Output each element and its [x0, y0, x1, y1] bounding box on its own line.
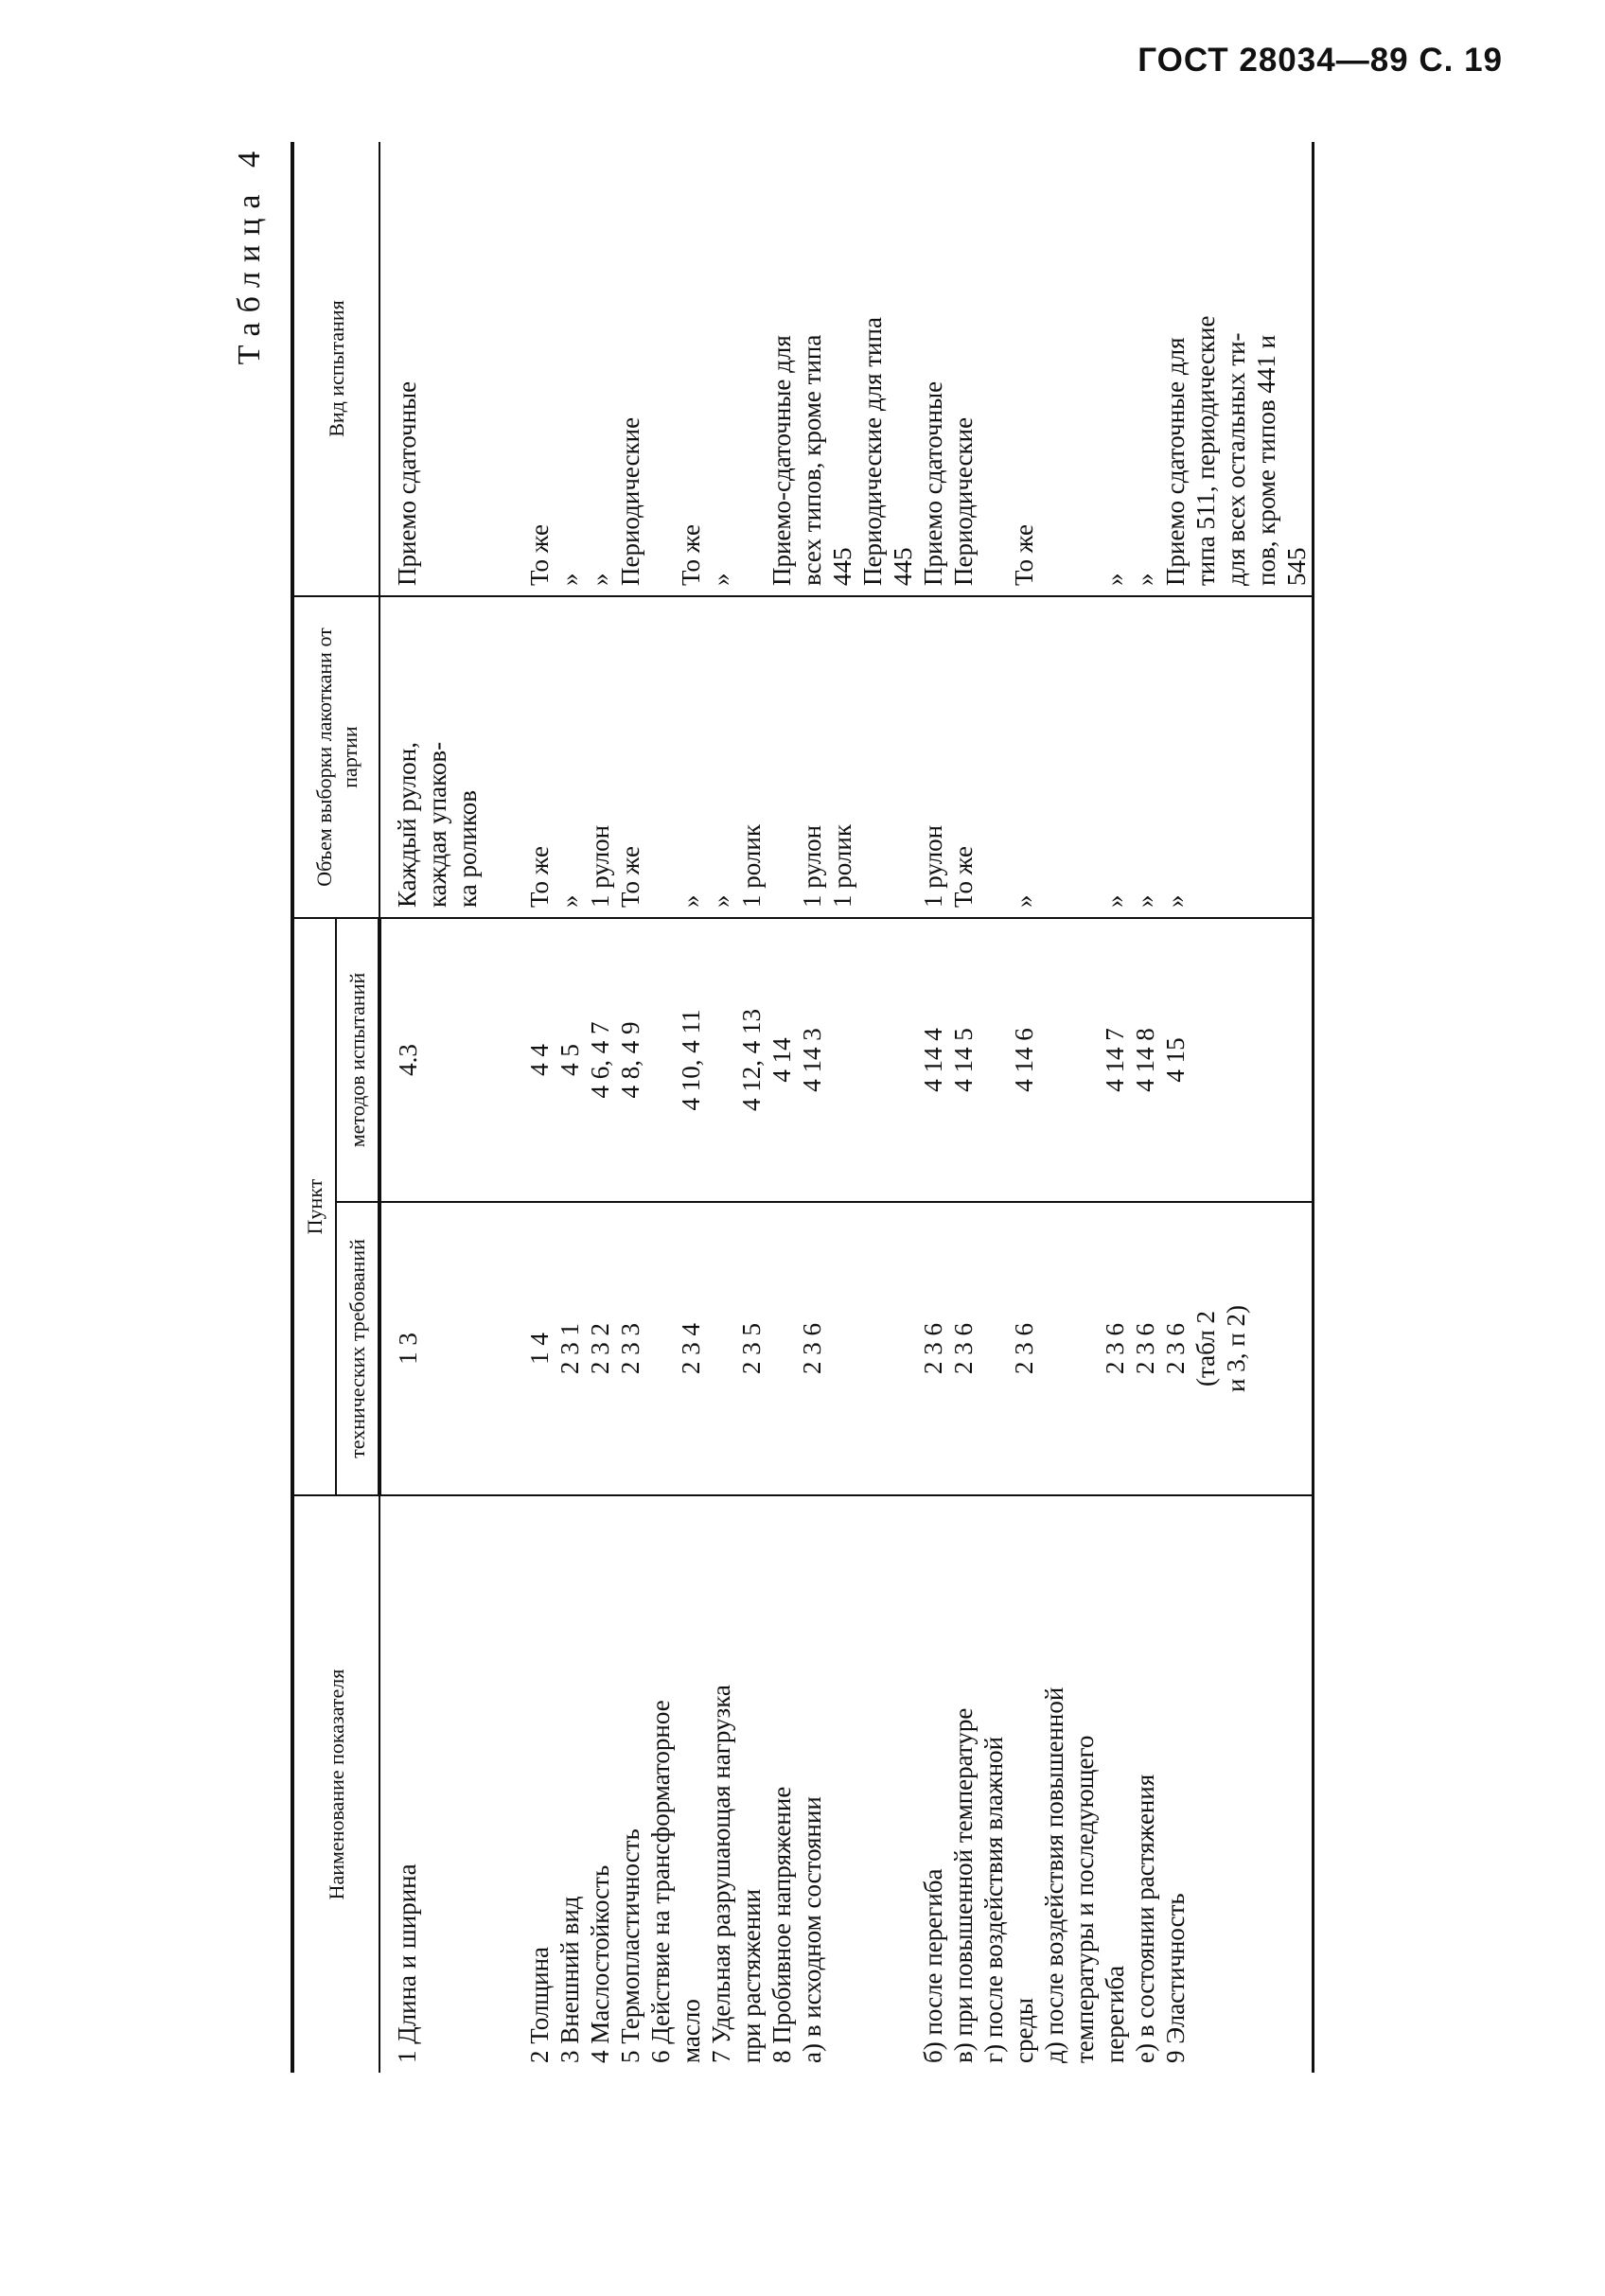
cell-line [979, 151, 1009, 586]
cell-volume [513, 596, 1314, 918]
cell-line: » [1010, 894, 1038, 908]
col-header-test-type: Вид испытания [292, 142, 379, 596]
cell-line: 2 3 2 [586, 1323, 614, 1374]
cell-line: Приемо сдаточные для [1161, 337, 1190, 586]
cell-line: Каждый рулон, [393, 742, 421, 908]
cell-line [888, 1506, 918, 2063]
cell-line [1039, 607, 1069, 908]
cell-test-type [513, 142, 1314, 596]
table-4 [291, 142, 1314, 2073]
cell-line: Периодические [949, 416, 978, 586]
cell-line: 2 3 1 [556, 1323, 584, 1374]
cell-line: 1 рулон [919, 824, 947, 908]
cell-line [888, 607, 918, 908]
cell-line: » [1131, 573, 1159, 586]
cell-test-type [379, 142, 513, 596]
cell-line: 4 14 7 [1101, 1028, 1129, 1092]
cell-line [1069, 151, 1100, 586]
cell-line [827, 1506, 857, 2063]
cell-line: 1 ролик [828, 824, 856, 908]
cell-line: ка роликов [453, 789, 482, 908]
cell-line: 4 8, 4 9 [616, 1021, 644, 1099]
cell-line: Приемо сдаточные [393, 380, 421, 586]
cell-line: 4.3 [394, 1044, 422, 1076]
table-row [379, 142, 513, 2073]
cell-line: всех типов, кроме типа [798, 334, 826, 586]
cell-line [645, 928, 676, 1192]
cell-line: 4 Маслостойкость [586, 1864, 614, 2063]
cell-line [857, 1506, 888, 2063]
cell-line: типа 511, периодические [1191, 315, 1220, 586]
cell-line [483, 1506, 513, 2063]
cell-line [422, 1506, 452, 2063]
cell-line: То же [525, 524, 554, 586]
cell-line: 5 Термопластичность [616, 1828, 644, 2063]
cell-line: 4 14 4 [919, 1028, 947, 1092]
cell-line: масло [677, 1999, 705, 2063]
cell-line: 4 5 [556, 1044, 584, 1076]
cell-line: 4 14 6 [1010, 1028, 1038, 1092]
cell-line: 4 12, 4 13 [737, 1009, 766, 1111]
cell-line: » [1101, 894, 1129, 908]
cell-line: » [707, 894, 735, 908]
cell-line: 2 3 6 [949, 1323, 978, 1374]
cell-line: Периодические для типа [858, 317, 887, 586]
cell-line [979, 1212, 1009, 1485]
cell-line: 4 6, 4 7 [586, 1021, 614, 1099]
cell-line [645, 1212, 676, 1485]
cell-line: пов, кроме типов 441 и [1252, 334, 1280, 586]
cell-line: а) в исходном состоянии [798, 1796, 826, 2063]
cell-methods [513, 918, 1314, 1202]
cell-line: 3 Внешний вид [556, 1896, 584, 2063]
cell-line: при растяжении [737, 1888, 766, 2063]
cell-volume [379, 596, 513, 918]
cell-line [888, 1212, 918, 1485]
cell-line [888, 928, 918, 1192]
table-body [379, 142, 1314, 2073]
cell-line: и 3, п 2) [1222, 1305, 1250, 1392]
cell-line: То же [1010, 524, 1038, 586]
cell-line [736, 151, 767, 586]
cell-line: 1 ролик [737, 824, 766, 908]
cell-line: 1 рулон [798, 824, 826, 908]
col-header-methods: методов испытаний [336, 918, 379, 1202]
table-row [513, 142, 1314, 2073]
cell-line: б) после перегиба [919, 1868, 947, 2063]
cell-line [857, 928, 888, 1192]
col-header-volume: Объем выборки лакоткани от партии [292, 596, 379, 918]
col-header-name: Наименование показателя [292, 1495, 379, 2073]
table-caption: Таблица 4 [232, 142, 267, 365]
cell-line [1069, 928, 1100, 1192]
cell-line: То же [677, 524, 705, 586]
cell-line [979, 928, 1009, 1192]
header-row-1 [292, 142, 336, 2073]
cell-line: 1 рулон [586, 824, 614, 908]
cell-line [979, 607, 1009, 908]
cell-line [857, 1212, 888, 1485]
cell-tech [379, 1202, 513, 1495]
cell-tech [513, 1202, 1314, 1495]
cell-line: То же [525, 846, 554, 908]
cell-line [452, 1506, 483, 2063]
cell-line: перегиба [1101, 1965, 1129, 2063]
col-header-punkt: Пункт [292, 918, 336, 1495]
cell-line: 2 Толщина [525, 1946, 554, 2063]
cell-line: 2 3 6 [919, 1323, 947, 1374]
cell-line [857, 607, 888, 908]
cell-line: для всех остальных ти- [1222, 332, 1250, 586]
cell-line [827, 1212, 857, 1485]
cell-line [645, 151, 676, 586]
cell-line: Приемо сдаточные [919, 380, 947, 586]
cell-line: 2 3 4 [677, 1323, 705, 1374]
cell-line: 445 [828, 547, 856, 586]
cell-line: » [1131, 894, 1159, 908]
cell-line [645, 607, 676, 908]
cell-line: (табл 2 [1191, 1311, 1220, 1386]
cell-line [767, 607, 797, 908]
cell-line [1039, 928, 1069, 1192]
cell-line: 6 Действие на трансформаторное [646, 1700, 675, 2063]
cell-methods [379, 918, 513, 1202]
cell-line [706, 1212, 736, 1485]
cell-line: 7 Удельная разрушающая нагрузка [707, 1685, 735, 2063]
cell-line: 4 14 3 [798, 1028, 826, 1092]
cell-line: 8 Пробивное напряжение [767, 1786, 796, 2063]
cell-line: 2 3 3 [616, 1323, 644, 1374]
cell-line [1069, 607, 1100, 908]
cell-line: среды [1010, 1998, 1038, 2063]
cell-line: 2 3 5 [737, 1323, 766, 1374]
cell-line: каждая упаков- [423, 741, 451, 908]
cell-line: » [1161, 894, 1190, 908]
rotated-table-block [232, 142, 1490, 2073]
cell-line: 2 3 6 [1161, 1323, 1190, 1374]
col-header-tech: технических требований [336, 1202, 379, 1495]
cell-line: 4 15 [1161, 1037, 1190, 1083]
cell-line: 4 14 [767, 1037, 796, 1083]
cell-name [379, 1495, 513, 2073]
cell-line: 1 Длина и ширина [393, 1863, 421, 2063]
cell-line: температуры и последующего [1070, 1735, 1099, 2063]
cell-line: » [556, 894, 584, 908]
cell-line: Приемо-сдаточные для [767, 335, 796, 586]
cell-line [1039, 151, 1069, 586]
cell-line: » [677, 894, 705, 908]
cell-line [1069, 1212, 1100, 1485]
cell-line: 2 3 6 [1010, 1323, 1038, 1374]
cell-line: Периодические [616, 416, 644, 586]
cell-line: 2 3 6 [1131, 1323, 1159, 1374]
cell-line: 4 14 8 [1131, 1028, 1159, 1092]
cell-line: в) при повышенной температуре [949, 1707, 978, 2063]
cell-line: д) после воздействия повышенной [1040, 1687, 1068, 2063]
cell-line: » [586, 573, 614, 586]
cell-line: 1 4 [525, 1333, 554, 1365]
cell-line: 2 3 6 [798, 1323, 826, 1374]
cell-line [767, 1212, 797, 1485]
cell-line: 2 3 6 [1101, 1323, 1129, 1374]
cell-line [827, 928, 857, 1192]
cell-line [706, 928, 736, 1192]
cell-line: » [556, 573, 584, 586]
cell-line [1039, 1212, 1069, 1485]
cell-name [513, 1495, 1314, 2073]
cell-line: То же [949, 846, 978, 908]
cell-line: 4 14 5 [949, 1028, 978, 1092]
cell-line: То же [616, 846, 644, 908]
cell-line: г) после воздействия влажной [979, 1736, 1008, 2063]
page-header: ГОСТ 28034—89 С. 19 [1138, 42, 1503, 79]
cell-line: 4 10, 4 11 [677, 1009, 705, 1111]
cell-line: 445 [889, 547, 917, 586]
cell-line: 4 4 [525, 1044, 554, 1076]
cell-line: 545 [1282, 547, 1311, 586]
cell-line: » [707, 573, 735, 586]
cell-line: 9 Эластичность [1161, 1893, 1190, 2063]
cell-line: » [1101, 573, 1129, 586]
cell-line: е) в состоянии растяжения [1131, 1774, 1159, 2063]
cell-line: 1 3 [394, 1333, 422, 1365]
